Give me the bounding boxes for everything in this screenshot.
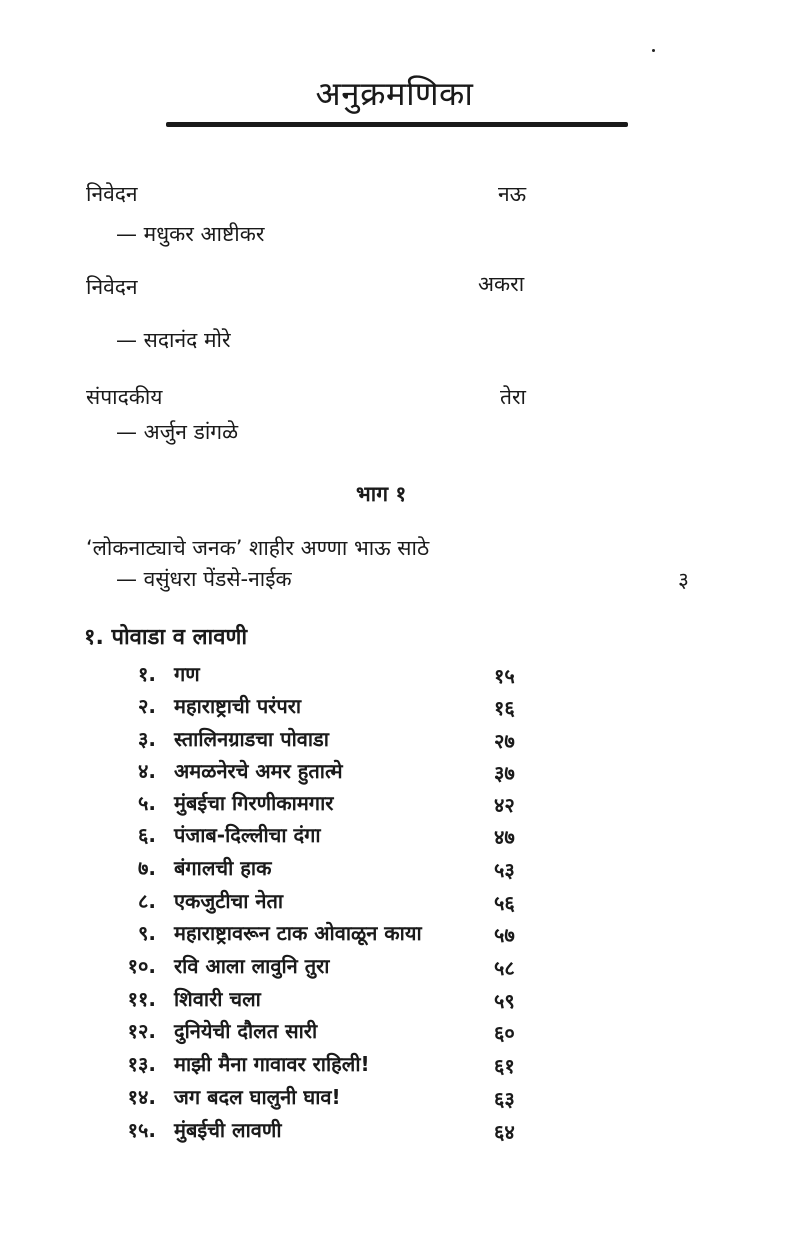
item-number: १. bbox=[138, 662, 156, 686]
item-page: २७ bbox=[494, 729, 515, 753]
item-page: १६ bbox=[494, 696, 515, 720]
item-title: पंजाब-दिल्लीचा दंगा bbox=[174, 823, 321, 847]
part-heading: भाग १ bbox=[356, 482, 407, 506]
item-page: ३७ bbox=[494, 761, 515, 785]
title-underline bbox=[166, 122, 628, 127]
item-number: ४. bbox=[138, 759, 156, 783]
item-number: ५. bbox=[138, 791, 156, 815]
item-page: ६३ bbox=[494, 1087, 515, 1111]
front-matter-label: निवेदन bbox=[86, 182, 138, 206]
item-page: ५९ bbox=[494, 989, 515, 1013]
item-title: माझी मैना गावावर राहिली! bbox=[174, 1052, 370, 1076]
item-title: स्तालिनग्राडचा पोवाडा bbox=[174, 727, 329, 751]
item-number: ८. bbox=[138, 889, 156, 913]
essay-author: — वसुंधरा पेंडसे-नाईक bbox=[116, 567, 292, 591]
item-title: एकजुटीचा नेता bbox=[174, 889, 284, 913]
item-title: रवि आला लावुनि तुरा bbox=[174, 954, 330, 978]
item-number: १४. bbox=[127, 1085, 156, 1109]
item-page: ५३ bbox=[494, 858, 515, 882]
item-page: ६४ bbox=[494, 1120, 515, 1144]
item-page: १५ bbox=[494, 664, 515, 688]
front-matter-page: नऊ bbox=[498, 182, 527, 206]
front-matter-author: — अर्जुन डांगळे bbox=[116, 420, 239, 444]
item-page: ६० bbox=[494, 1021, 515, 1045]
essay-page: ३ bbox=[678, 568, 689, 592]
item-page: ५६ bbox=[494, 891, 515, 915]
front-matter-label: संपादकीय bbox=[86, 385, 163, 409]
item-page: ५७ bbox=[494, 923, 515, 947]
item-title: मुंबईचा गिरणीकामगार bbox=[174, 791, 334, 815]
section-heading: १. पोवाडा व लावणी bbox=[84, 625, 248, 650]
item-title: बंगालची हाक bbox=[174, 856, 272, 880]
ink-speck bbox=[652, 49, 655, 52]
item-number: १०. bbox=[127, 954, 156, 978]
item-title: गण bbox=[174, 662, 200, 686]
item-number: ३. bbox=[138, 727, 156, 751]
item-page: ४२ bbox=[494, 793, 515, 817]
item-page: ६१ bbox=[494, 1054, 515, 1078]
item-title: मुंबईची लावणी bbox=[174, 1118, 282, 1142]
page-title: अनुक्रमणिका bbox=[315, 74, 474, 113]
item-number: १२. bbox=[127, 1019, 156, 1043]
front-matter-page: अकरा bbox=[478, 272, 525, 296]
item-number: १५. bbox=[127, 1118, 156, 1142]
item-title: अमळनेरचे अमर हुतात्मे bbox=[174, 759, 343, 783]
item-number: ९. bbox=[138, 921, 156, 945]
item-page: ५८ bbox=[494, 956, 515, 980]
item-title: महाराष्ट्रावरून टाक ओवाळून काया bbox=[174, 921, 422, 945]
item-title: जग बदल घालुनी घाव! bbox=[174, 1085, 341, 1109]
item-page: ४७ bbox=[494, 825, 515, 849]
item-title: महाराष्ट्राची परंपरा bbox=[174, 694, 302, 718]
item-title: शिवारी चला bbox=[174, 987, 261, 1011]
item-number: २. bbox=[138, 694, 156, 718]
front-matter-label: निवेदन bbox=[86, 275, 138, 299]
item-number: ६. bbox=[138, 823, 156, 847]
item-title: दुनियेची दौलत सारी bbox=[174, 1019, 318, 1043]
front-matter-author: — मधुकर आष्टीकर bbox=[116, 222, 265, 246]
essay-title: ‘लोकनाट्याचे जनक’ शाहीर अण्णा भाऊ साठे bbox=[86, 536, 430, 560]
item-number: ७. bbox=[138, 856, 156, 880]
front-matter-author: — सदानंद मोरे bbox=[116, 328, 231, 352]
item-number: ११. bbox=[127, 987, 156, 1011]
item-number: १३. bbox=[127, 1052, 156, 1076]
front-matter-page: तेरा bbox=[500, 385, 526, 409]
